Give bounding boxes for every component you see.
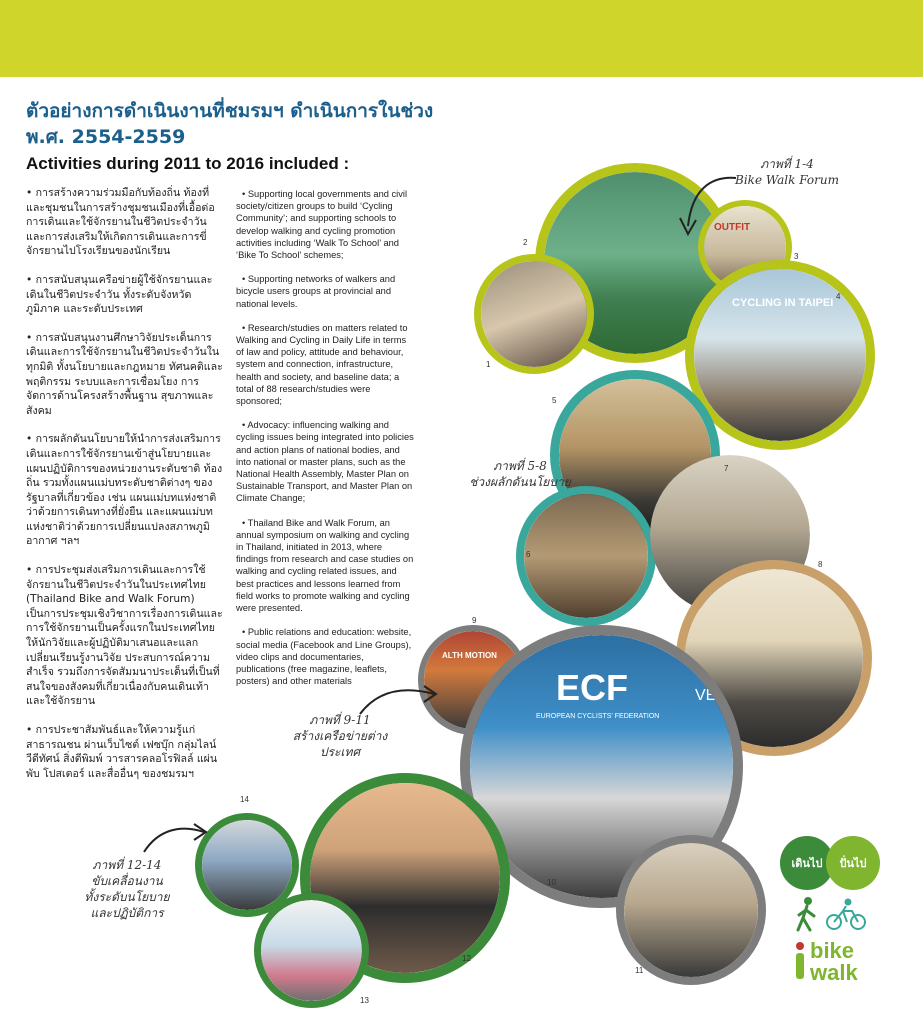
logo-cycle-badge: ปั่นไป <box>826 836 880 890</box>
photo-number: 2 <box>523 238 528 247</box>
photo-number: 4 <box>836 292 841 301</box>
english-bullet: • Supporting local governments and civil society/citizen groups to build ‘Cycling Community’; and supporting schools to develop walking and cycling promotion activities including ‘Walk To School’ and ‘Bike To School’ schemes; <box>236 189 408 261</box>
top-color-band <box>0 0 923 77</box>
caption-photos-12-14 <box>72 857 182 921</box>
arrow-icon <box>140 818 210 858</box>
english-bullet: • Thailand Bike and Walk Forum, an annual symposium on walking and cycling in Thailand, initiated in 2013, where findings from research and case studies on walking and cycling related issues, and best practices and lessons learned from field works to promote walking and cycling were presented. <box>236 517 414 614</box>
caption-photos-5-8 <box>456 458 584 490</box>
photo-6 <box>516 486 656 626</box>
thai-bullet: • การสนับสนุนเครือข่ายผู้ใช้จักรยานและเดินในชีวิตประจำวัน ทั้งระดับจังหวัด ภูมิภาค และระดับประเทศ <box>26 273 213 316</box>
cyclist-icon <box>826 898 866 930</box>
photo-banner-text: CYCLING IN TAIPEI <box>732 297 834 309</box>
page-title-thai: ตัวอย่างการดำเนินงานที่ชมรมฯ ดำเนินการในช่วง พ.ศ. 2554-2559 <box>26 100 434 148</box>
logo-walk-badge: เดินไป <box>780 836 834 890</box>
bike-walk-logo <box>780 836 880 986</box>
logo-i-mark <box>796 942 804 980</box>
photo-number: 6 <box>526 550 531 559</box>
caption-line: ช่วงผลักดันนโยบาย <box>469 475 571 489</box>
caption-line: Bike Walk Forum <box>735 173 839 187</box>
english-bullet: • Supporting networks of walkers and bicycle users groups at provincial and national levels. <box>236 274 396 309</box>
thai-bullet: • การประชุมส่งเสริมการเดินและการใช้จักรยานในชีวิตประจำวันในประเทศไทย (Thailand Bike and Walk Forum) เป็นการประชุมเชิงวิชาการเรื่องการเดินและการใช้จักรยานเป็นครั้งแรกในประเทศไทย ให้นักวิจัยและผู้ปฏิบัติมาเสนอและแลกเปลี่ยนเรียนรู้งานวิจัย ประสบการณ์ความสำเร็จ รวมถึงการจัดสัมมนาประเด็นที่เป็นที่สนใจของสังคมที่เกี่ยวเนื่องกับคนเดินเท้าและใช้จักรยาน <box>26 564 223 708</box>
logo-word-bike: bike <box>810 938 855 963</box>
english-bullet-list <box>236 188 414 699</box>
photo-number: 3 <box>794 252 799 261</box>
photo-1 <box>474 254 594 374</box>
thai-bullet: • การสร้างความร่วมมือกับท้องถิ่น ท้องที่และชุมชนในการสร้างชุมชนเมืองที่เอื้อต่อการเดินและใช้จักรยานในชีวิตประจำวัน และการส่งเสริมให้เกิดการเดินและการขี่จักรยานไปโรงเรียนของนักเรียน <box>26 187 215 258</box>
photo-number: 5 <box>552 396 557 405</box>
photo-number: 12 <box>462 954 471 963</box>
caption-photos-1-4 <box>728 156 846 188</box>
photo-number: 13 <box>360 996 369 1005</box>
page-title-english: Activities during 2011 to 2016 included : <box>26 154 350 173</box>
photo-number: 14 <box>240 795 249 804</box>
photo-number: 8 <box>818 560 823 569</box>
photo-number: 7 <box>724 464 729 473</box>
photo-number: 1 <box>486 360 491 369</box>
photo-banner-text: OUTFIT <box>714 222 751 233</box>
photo-banner-text: VE <box>695 687 717 704</box>
photo-number: 11 <box>635 966 644 975</box>
caption-line: ภาพที่ 9-11 <box>309 713 371 727</box>
english-bullet: • Advocacy: influencing walking and cycling issues being integrated into policies and action plans of national bodies, and into national or master plans, such as the National Health Assembly, Master Plan on Sustainable Transport, and Master Plan on Climate Change; <box>236 420 414 504</box>
ecf-full-name: EUROPEAN CYCLISTS' FEDERATION <box>536 713 660 720</box>
caption-line: ภาพที่ 1-4 <box>760 157 814 171</box>
walker-icon <box>792 896 820 934</box>
photo-banner-text: ALTH MOTION <box>442 651 497 660</box>
arrow-icon <box>670 168 740 243</box>
caption-line: ภาพที่ 5-8 <box>493 459 547 473</box>
thai-bullet: • การสนับสนุนงานศึกษาวิจัยประเด็นการเดินและการใช้จักรยานในชีวิตประจำวันในทุกมิติ ทั้งนโยบายและกฎหมาย ทัศนคติและพฤติกรรม ระบบและการเชื่อมโยง การจัดการด้านโครงสร้างพื้นฐาน สุขภาพและสังคม <box>26 331 223 417</box>
arrow-icon <box>356 680 440 720</box>
thai-bullet: • การประชาสัมพันธ์และให้ความรู้แก่สาธารณชน ผ่านเว็บไซต์ เฟซบุ๊ก กลุ่มไลน์ วีดีทัศน์ สิ่งตีพิมพ์ วารสารคลอโรฟิลล์ แผ่นพับ โปสเตอร์ และสื่ออื่นๆ ของชมรมฯ <box>26 724 218 780</box>
photo-13 <box>254 893 369 1008</box>
english-bullet: • Research/studies on matters related to Walking and Cycling in Daily Life in terms of law and policy, attitude and behaviour, system and connection, infrastructure, health and society, and baseline data; a total of 88 research/studies were sponsored; <box>236 322 408 407</box>
photo-11 <box>616 835 766 985</box>
caption-line: และปฏิบัติการ <box>90 906 164 920</box>
caption-line: ทั้งระดับนโยบาย <box>84 890 170 904</box>
photo-number: 10 <box>547 878 556 887</box>
thai-bullet-list <box>26 186 226 795</box>
thai-bullet: • การผลักดันนโยบายให้นำการส่งเสริมการเดินและการใช้จักรยานเข้าสู่นโยบายและแผนปฏิบัติการของหน่วยงานระดับชาติ ท้องถิ่น รวมทั้งแผนแม่บทระดับชาติต่างๆ ของรัฐบาลที่เกี่ยวข้อง เช่น แผนแม่บทแห่งชาติว่าด้วยการเดินทางที่ยั่งยืน และแผนแม่บทแห่งชาติว่าด้วยการเปลี่ยนแปลงสภาพภูมิอากาศ ฯลฯ <box>26 433 223 548</box>
caption-line: ขับเคลื่อนงาน <box>91 874 163 888</box>
caption-line: ภาพที่ 12-14 <box>92 858 162 872</box>
caption-line: สร้างเครือข่ายต่างประเทศ <box>292 729 388 759</box>
logo-word-walk: walk <box>810 960 858 985</box>
photo-number: 9 <box>472 616 477 625</box>
english-bullet: • Public relations and education: website, social media (Facebook and Line Groups), video clips and documentaries, publications (free magazine, leaflets, posters) and other materials <box>236 627 412 687</box>
ecf-logo-text: ECF <box>556 667 628 708</box>
